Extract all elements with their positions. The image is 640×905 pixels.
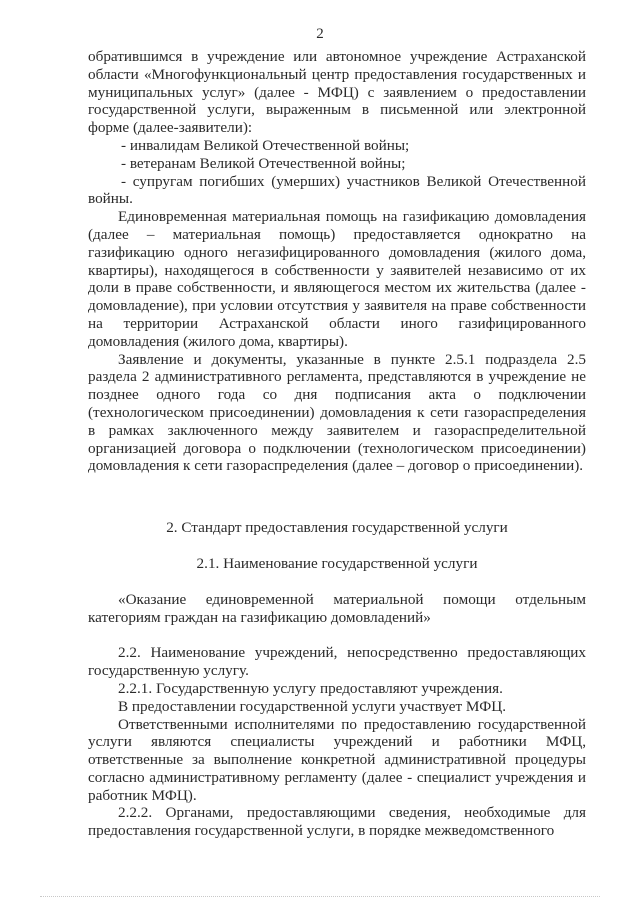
paragraph-2-2-1: 2.2.1. Государственную услугу предоставляют учреждения. [118,679,503,697]
section-heading: 2. Стандарт предоставления государственной услуги [166,519,508,537]
document-body [88,48,586,840]
paragraph-2-2-2: 2.2.2. Органами, предоставляющими сведения, необходимые для предоставления государственной услуги, в порядке межведомственного [88,804,586,840]
paragraph-mfc: В предоставлении государственной услуги участвует МФЦ. [118,697,506,715]
list-item-veterans: - ветеранам Великой Отечественной войны; [121,154,406,172]
page-number: 2 [316,26,324,42]
paragraph-material-aid: Единовременная материальная помощь на газификацию домовладения (далее – материальная помощь) предоставляется однократно на газификацию одного негазифицированного домовладения (жилого дома, квартиры), находящегося в собственности у заявителей независимо от их доли в праве собственности, и являющегося местом их жительства (далее - домовладение), при условии отсутствия у заявителя на праве собственности на территории Астраханской области иного газифицированного домовладения (жилого дома, квартиры). [88,208,586,350]
subsection-heading: 2.1. Наименование государственной услуги [196,554,478,572]
paragraph-responsible: Ответственными исполнителями по предоставлению государственной услуги являются специалисты учреждений и работники МФЦ, ответственные за выполнение конкретной административной процедуры согласно административному регламенту (далее - специалист учреждения и работник МФЦ). [88,715,586,804]
paragraph-application-docs: Заявление и документы, указанные в пункте 2.5.1 подраздела 2.5 раздела 2 административного регламента, представляются в учреждение не позднее одного года со дня подписания акта о подключении (технологическом присоединении) домовладения к сети газораспределения в рамках заключенного между заявителем и газораспределительной организацией договора о подключении (технологическом присоединении) домовладения к сети газораспределения (далее – договор о присоединении). [88,350,586,475]
paragraph-applicants: обратившимся в учреждение или автономное учреждение Астраханской области «Многофункциональный центр предоставления государственных и муниципальных услуг» (далее - МФЦ) с заявлением о предоставлении государственной услуги, выраженным в письменной или электронной форме (далее-заявители): [88,48,586,137]
service-name-quote: «Оказание единовременной материальной помощи отдельным категориям граждан на газификацию домовладений» [88,590,586,626]
list-item-invalids: - инвалидам Великой Отечественной войны; [121,136,410,154]
list-item-spouses: - супругам погибших (умерших) участников Великой Отечественной войны. [88,172,586,208]
scan-edge-marks [40,896,600,899]
paragraph-2-2: 2.2. Наименование учреждений, непосредственно предоставляющих государственную услугу. [88,644,586,680]
